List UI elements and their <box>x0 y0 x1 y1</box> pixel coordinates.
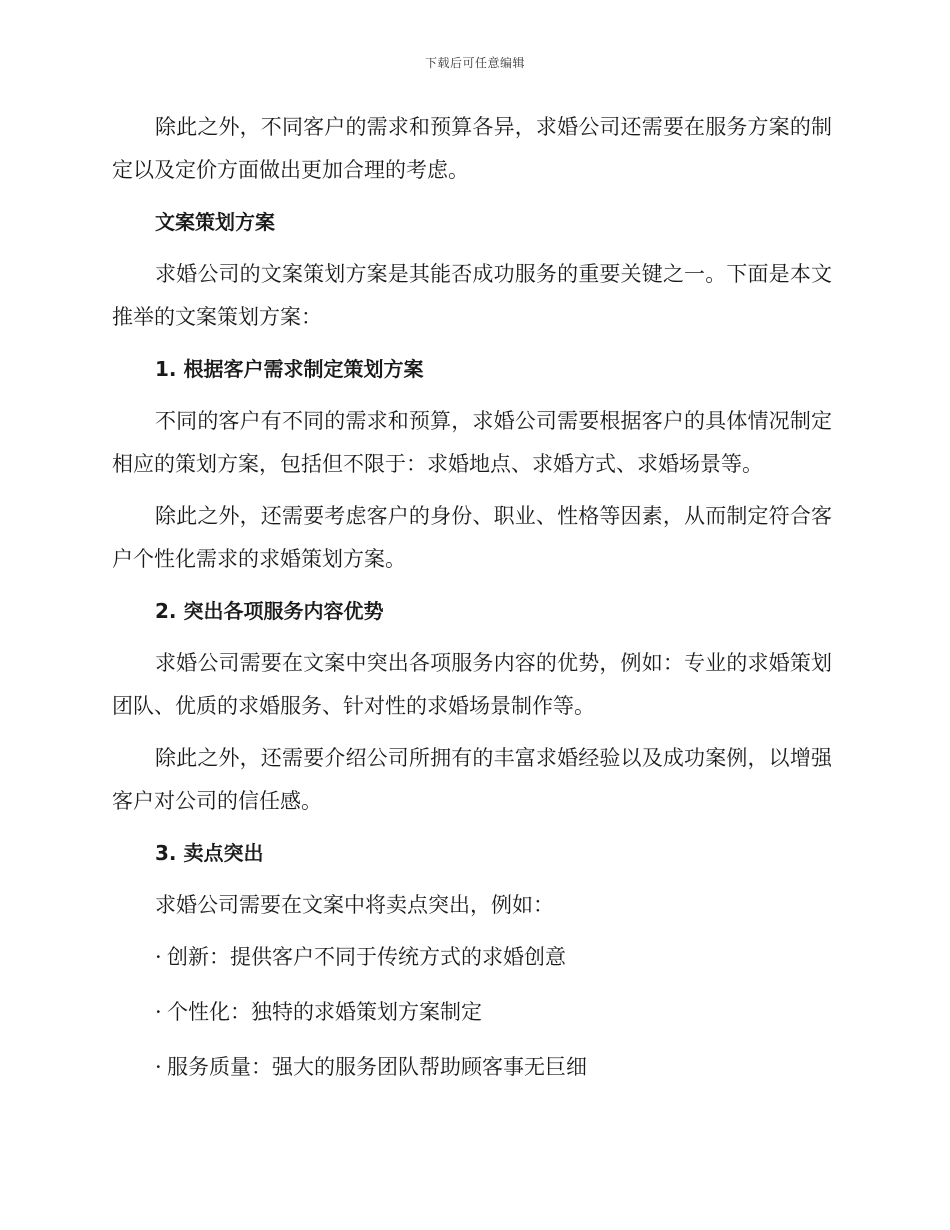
list-item-text: 服务质量：强大的服务团队帮助顾客事无巨细 <box>167 1055 587 1079</box>
paragraph-customer-needs-2: 除此之外，还需要考虑客户的身份、职业、性格等因素，从而制定符合客户个性化需求的求婚策划方案。 <box>112 504 832 571</box>
paragraph-customer-needs-1: 不同的客户有不同的需求和预算，求婚公司需要根据客户的具体情况制定相应的策划方案，包括但不限于：求婚地点、求婚方式、求婚场景等。 <box>112 409 832 476</box>
paragraph-service-advantages-1: 求婚公司需要在文案中突出各项服务内容的优势，例如：专业的求婚策划团队、优质的求婚服务、针对性的求婚场景制作等。 <box>112 651 832 718</box>
list-item <box>112 936 832 979</box>
bullet-marker: · <box>155 1055 162 1079</box>
list-item-text: 创新：提供客户不同于传统方式的求婚创意 <box>167 945 566 969</box>
bullet-marker: · <box>155 945 162 969</box>
subheading-customer-needs: 1. 根据客户需求制定策划方案 <box>155 357 424 381</box>
subheading-service-advantages: 2. 突出各项服务内容优势 <box>155 599 384 623</box>
list-item-text: 个性化：独特的求婚策划方案制定 <box>167 1000 482 1024</box>
page-header: 下载后可任意编辑 <box>424 56 525 70</box>
paragraph-copy-plan-intro: 求婚公司的文案策划方案是其能否成功服务的重要关键之一。下面是本文推举的文案策划方案： <box>112 262 832 329</box>
document-body <box>112 106 832 1101</box>
list-item <box>112 991 832 1034</box>
paragraph-intro: 除此之外，不同客户的需求和预算各异，求婚公司还需要在服务方案的制定以及定价方面做出更加合理的考虑。 <box>112 115 832 182</box>
subheading-selling-points: 3. 卖点突出 <box>155 841 264 865</box>
section-heading-copy-plan: 文案策划方案 <box>155 210 275 234</box>
paragraph-selling-points-intro: 求婚公司需要在文案中将卖点突出，例如： <box>155 893 554 917</box>
bullet-marker: · <box>155 1000 162 1024</box>
paragraph-service-advantages-2: 除此之外，还需要介绍公司所拥有的丰富求婚经验以及成功案例，以增强客户对公司的信任感。 <box>112 746 832 813</box>
list-item <box>112 1046 832 1089</box>
